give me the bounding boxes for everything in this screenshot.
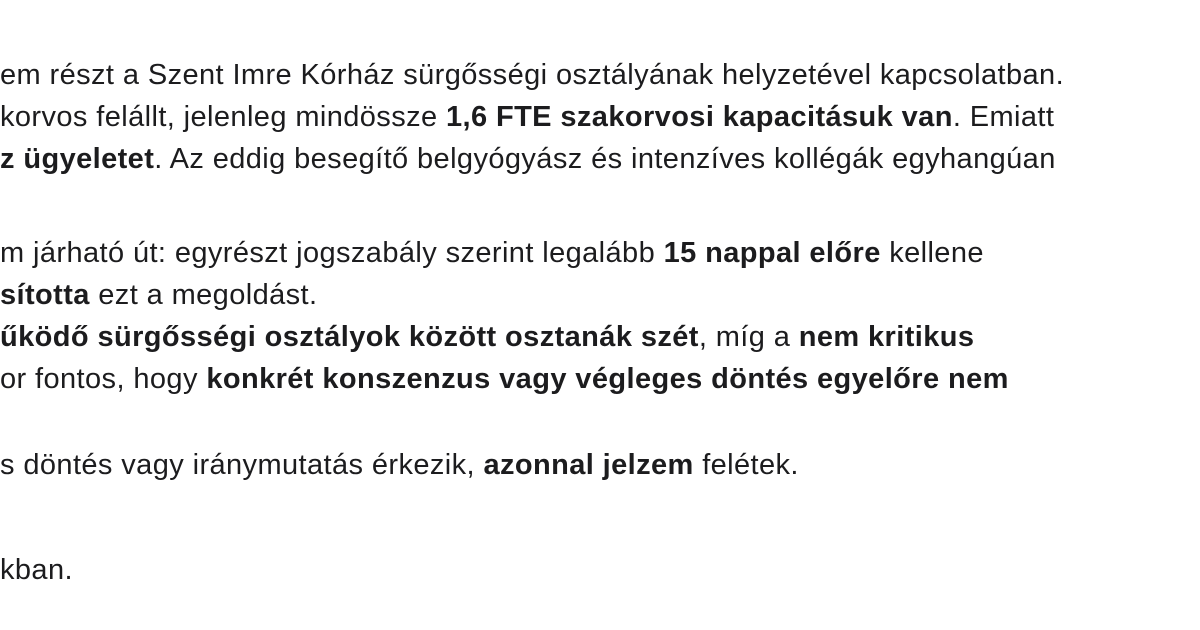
- text-segment: em részt a Szent Imre Kórház sürgősségi osztályának helyzetével kapcsolatban.: [0, 59, 1065, 91]
- paragraph-block: [0, 232, 1200, 400]
- paragraph-block: [0, 54, 1200, 180]
- text-line: [0, 316, 1200, 358]
- text-line: [0, 549, 1200, 591]
- text-segment: ezt a megoldást.: [89, 279, 318, 311]
- text-line: [0, 138, 1200, 180]
- text-segment: felétek.: [693, 449, 799, 481]
- text-line: [0, 232, 1200, 274]
- text-segment-bold: z ügyeletet: [0, 143, 155, 175]
- text-line: [0, 358, 1200, 400]
- paragraph-block: [0, 549, 1200, 591]
- text-line: [0, 274, 1200, 316]
- text-segment-bold: sította: [0, 279, 90, 311]
- text-line: [0, 96, 1200, 138]
- text-segment: kban.: [0, 554, 73, 586]
- text-segment-bold: azonnal jelzem: [483, 449, 694, 481]
- text-segment-bold: konkrét konszenzus vagy végleges döntés egyelőre nem: [206, 363, 1009, 395]
- text-segment: or fontos, hogy: [0, 363, 207, 395]
- text-segment: , míg a: [698, 321, 799, 353]
- text-segment: . Az eddig besegítő belgyógyász és intenzíves kollégák egyhangúan: [154, 143, 1056, 175]
- text-segment: m járható út: egyrészt jogszabály szerint legalább: [0, 237, 664, 269]
- paragraph-block: [0, 444, 1200, 486]
- text-segment: kellene: [880, 237, 984, 269]
- text-segment: . Emiatt: [952, 101, 1055, 133]
- text-segment-bold: űködő sürgősségi osztályok között osztanák szét: [0, 321, 699, 353]
- text-segment-bold: nem kritikus: [798, 321, 975, 353]
- text-segment-bold: 15 nappal előre: [663, 237, 881, 269]
- text-segment: korvos felállt, jelenleg mindössze: [0, 101, 446, 133]
- text-line: [0, 444, 1200, 486]
- text-segment-bold: 1,6 FTE szakorvosi kapacitásuk van: [445, 101, 953, 133]
- text-line: [0, 54, 1200, 96]
- text-segment: s döntés vagy iránymutatás érkezik,: [0, 449, 484, 481]
